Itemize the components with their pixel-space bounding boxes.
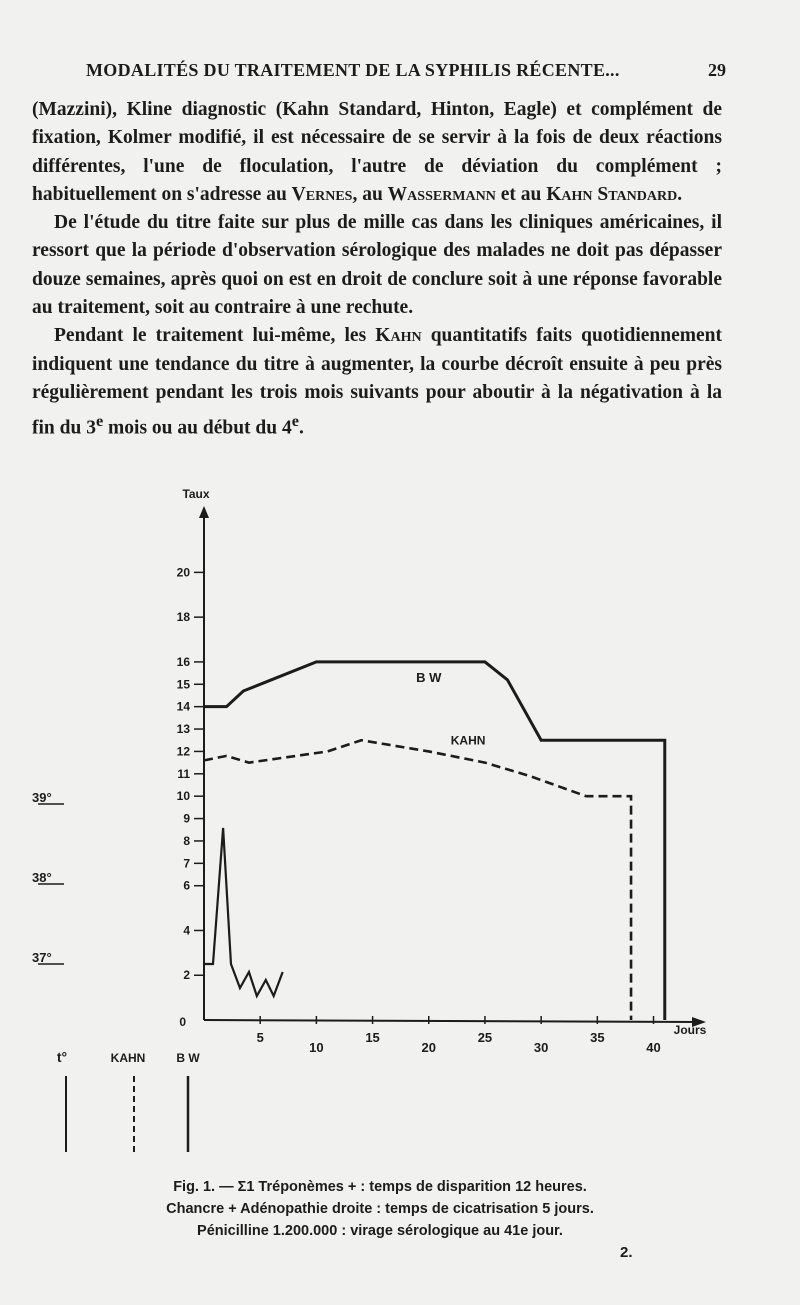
y-tick-label: 2: [183, 968, 190, 983]
bw-line: [204, 662, 665, 1020]
y-tick-label: 4: [183, 923, 190, 938]
y-tick-label: 11: [177, 766, 190, 781]
y-tick-label: 16: [176, 654, 190, 669]
figure-caption: [80, 1176, 680, 1242]
x-tick-label: 20: [421, 1040, 436, 1055]
running-title: MODALITÉS DU TRAITEMENT DE LA SYPHILIS RÉCENTE...: [86, 60, 620, 80]
p3-text-1: Pendant le traitement lui-même, les: [54, 325, 376, 347]
x-tick-label: 30: [533, 1040, 549, 1055]
y-tick-label: 18: [176, 610, 190, 625]
serology-chart: [30, 486, 730, 1171]
p1-text-2: , au: [352, 183, 388, 205]
y-tick-label: 8: [183, 833, 190, 848]
y-tick-label: 14: [176, 699, 190, 714]
p1-wassermann: Wassermann: [387, 183, 496, 205]
p1-text-3: et au: [495, 183, 547, 205]
paragraph-2: De l'étude du titre faite sur plus de mille cas dans les cliniques américaines, il ressort que la période d'observation sérologique des malades ne doit pas dépasser douze semaines, après quoi on est en droit de conclure soit à une réponse favorable au traitement, soit au contraire à une rechute.: [32, 212, 722, 319]
p1-kahn-standard: Kahn Standard: [546, 183, 678, 205]
y-tick-label: 7: [183, 856, 190, 871]
x-axis-label: Jours: [673, 1023, 707, 1037]
p1-vernes: Vernes: [291, 183, 353, 205]
p3-text-2: quantitatifs faits quotidiennement indiquent une tendance du titre à augmenter, la courbe décroît ensuite à peu près régulièrement pendant les trois mois suivants pour aboutir à la négativation à la fin du 3: [32, 325, 722, 439]
paragraph-3: [32, 322, 722, 443]
x-tick-label: 15: [365, 1030, 380, 1045]
p3-sup-2: e: [291, 412, 299, 431]
legend-bw-label: B W: [176, 1051, 200, 1065]
bw-series-label: B W: [416, 669, 442, 685]
temp-tick-label: 39°: [32, 790, 52, 805]
paragraph-1: [32, 96, 722, 209]
y-tick-label: 12: [176, 744, 190, 759]
signature-mark: 2.: [620, 1244, 633, 1261]
body-text: [32, 96, 722, 443]
y-axis-arrow-icon: [199, 506, 209, 518]
y-tick-label: 13: [176, 722, 190, 737]
y-tick-label: 6: [183, 878, 190, 893]
p3-sup-1: e: [95, 412, 104, 431]
running-header: [86, 60, 726, 86]
x-axis: [204, 1020, 702, 1022]
temp-tick-label: 37°: [32, 950, 52, 965]
p1-text-4: .: [677, 183, 683, 205]
temperature-line: [204, 828, 283, 996]
kahn-line: [204, 740, 631, 1020]
y-tick-label: 15: [176, 677, 190, 692]
y-axis-label: Taux: [182, 487, 210, 501]
x-tick-label: 5: [256, 1030, 264, 1045]
x-tick-label: 35: [590, 1030, 605, 1045]
p3-kahn: Kahn: [375, 325, 422, 347]
p3-text-4: .: [298, 417, 304, 439]
caption-line-1: Fig. 1. — Σ1 Tréponèmes + : temps de disparition 12 heures.: [173, 1179, 587, 1195]
p1-text-1: (Mazzini), Kline diagnostic (Kahn Standard, Hinton, Eagle) et complément de fixation, Kolmer modifié, il est nécessaire de se servir à la fois de deux réactions différentes, l'une de floculation, l'autre de déviation du complément ; habituellement on s'adresse au: [32, 99, 722, 205]
caption-line-2: Chancre + Adénopathie droite : temps de cicatrisation 5 jours.: [166, 1201, 594, 1217]
p3-text-3: mois ou au début du 4: [103, 417, 292, 439]
x-tick-label: 40: [646, 1040, 661, 1055]
legend-kahn-label: KAHN: [110, 1051, 146, 1065]
y-tick-label-zero: 0: [179, 1015, 186, 1029]
y-tick-label: 9: [183, 811, 190, 826]
x-tick-label: 25: [477, 1030, 493, 1045]
y-tick-label: 10: [176, 789, 190, 804]
y-tick-label: 20: [176, 565, 190, 580]
x-tick-label: 10: [309, 1040, 324, 1055]
kahn-series-label: KAHN: [450, 733, 486, 748]
caption-line-3: Pénicilline 1.200.000 : virage sérologique au 41e jour.: [197, 1223, 563, 1239]
temp-tick-label: 38°: [32, 870, 52, 885]
page-number: 29: [708, 60, 726, 80]
legend-temp-label: t°: [56, 1049, 68, 1065]
